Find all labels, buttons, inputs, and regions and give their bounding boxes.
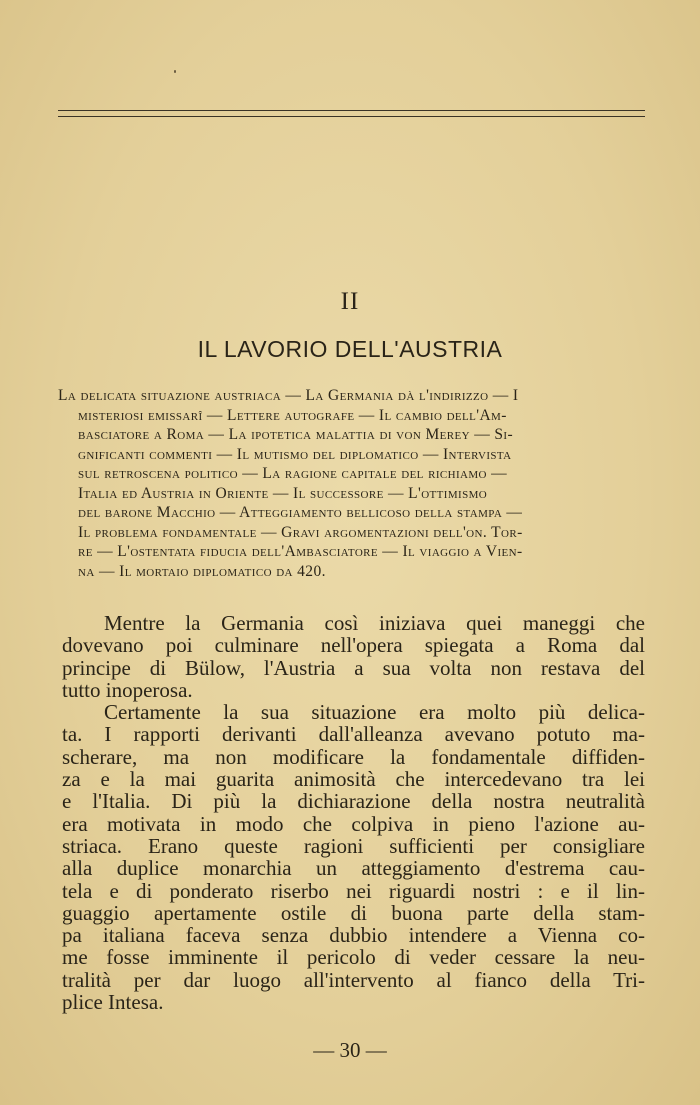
summary-line: na — Il mortaio diplomatico da 420. [78,562,326,580]
page-number: — 30 — [313,1038,387,1062]
paragraph-2-line: ta. I rapporti derivanti dall'alleanza avevano potuto ma- [62,722,645,747]
paragraph-2-line: guaggio apertamente ostile di buona parte della stam- [62,900,645,925]
paragraph-2-line: e l'Italia. Di più la dichiarazione della nostra neutralità [62,789,645,814]
summary-line: re — L'ostentata fiducia dell'Ambasciatore — Il viaggio a Vien- [78,543,523,560]
paper-speck [174,70,176,73]
paragraph-2-line: pa italiana faceva senza dubbio intendere a Vienna co- [62,923,645,948]
summary-line: Italia ed Austria in Oriente — Il successore — L'ottimismo [78,484,488,502]
summary-line: del barone Macchio — Atteggiamento bellicoso della stampa — [78,504,523,521]
summary-line: gnificanti commenti — Il mutismo del diplomatico — Intervista [78,445,512,463]
paragraph-2-line: striaca. Erano queste ragioni sufficienti per consigliare [62,833,645,858]
paragraph-2-line: me fosse imminente il pericolo di veder cessare la neu- [62,945,645,970]
header-rule-bottom [58,116,645,117]
paragraph-1-line: dovevano poi culminare nell'opera spiegata a Roma dal [62,633,645,658]
chapter-summary [58,386,645,581]
body-text [62,612,645,1013]
summary-line: basciatore a Roma — La ipotetica malattia di von Merey — Si- [78,426,514,443]
summary-line: La delicata situazione austriaca — La Germania dà l'indirizzo — I [58,387,519,404]
paragraph-2-line: era motivata in modo che colpiva in pieno l'azione au- [62,811,645,836]
paragraph-2-line: za e la mai guarita animosità che intercedevano tra lei [62,767,645,792]
paragraph-1-line: principe di Bülow, l'Austria a sua volta non restava del [62,655,645,680]
paragraph-2-line: tela e di ponderato riserbo nei riguardi nostri : e il lin- [62,878,645,903]
summary-line: misteriosi emissarî — Lettere autografe — Il cambio dell'Am- [78,406,507,424]
summary-line: sul retroscena politico — La ragione capitale del richiamo — [78,465,508,482]
summary-line: Il problema fondamentale — Gravi argomentazioni dell'on. Tor- [78,523,523,541]
chapter-title: IL LAVORIO DELL'AUSTRIA [197,336,503,362]
paragraph-2-line: tralità per dar luogo all'intervento al fianco della Tri- [62,967,645,992]
chapter-number: II [340,288,360,315]
header-rule-top [58,110,645,111]
paragraph-2-line: scherare, ma non modificare la fondamentale diffiden- [62,744,645,769]
paragraph-2-line: alla duplice monarchia un atteggiamento d'estrema cau- [62,856,645,881]
paragraph-2-line: plice Intesa. [62,990,164,1015]
paragraph-2-line: Certamente la sua situazione era molto più delica- [104,700,645,725]
paragraph-1-line: tutto inoperosa. [62,677,193,702]
paragraph-1-line: Mentre la Germania così iniziava quei maneggi che [104,611,645,635]
